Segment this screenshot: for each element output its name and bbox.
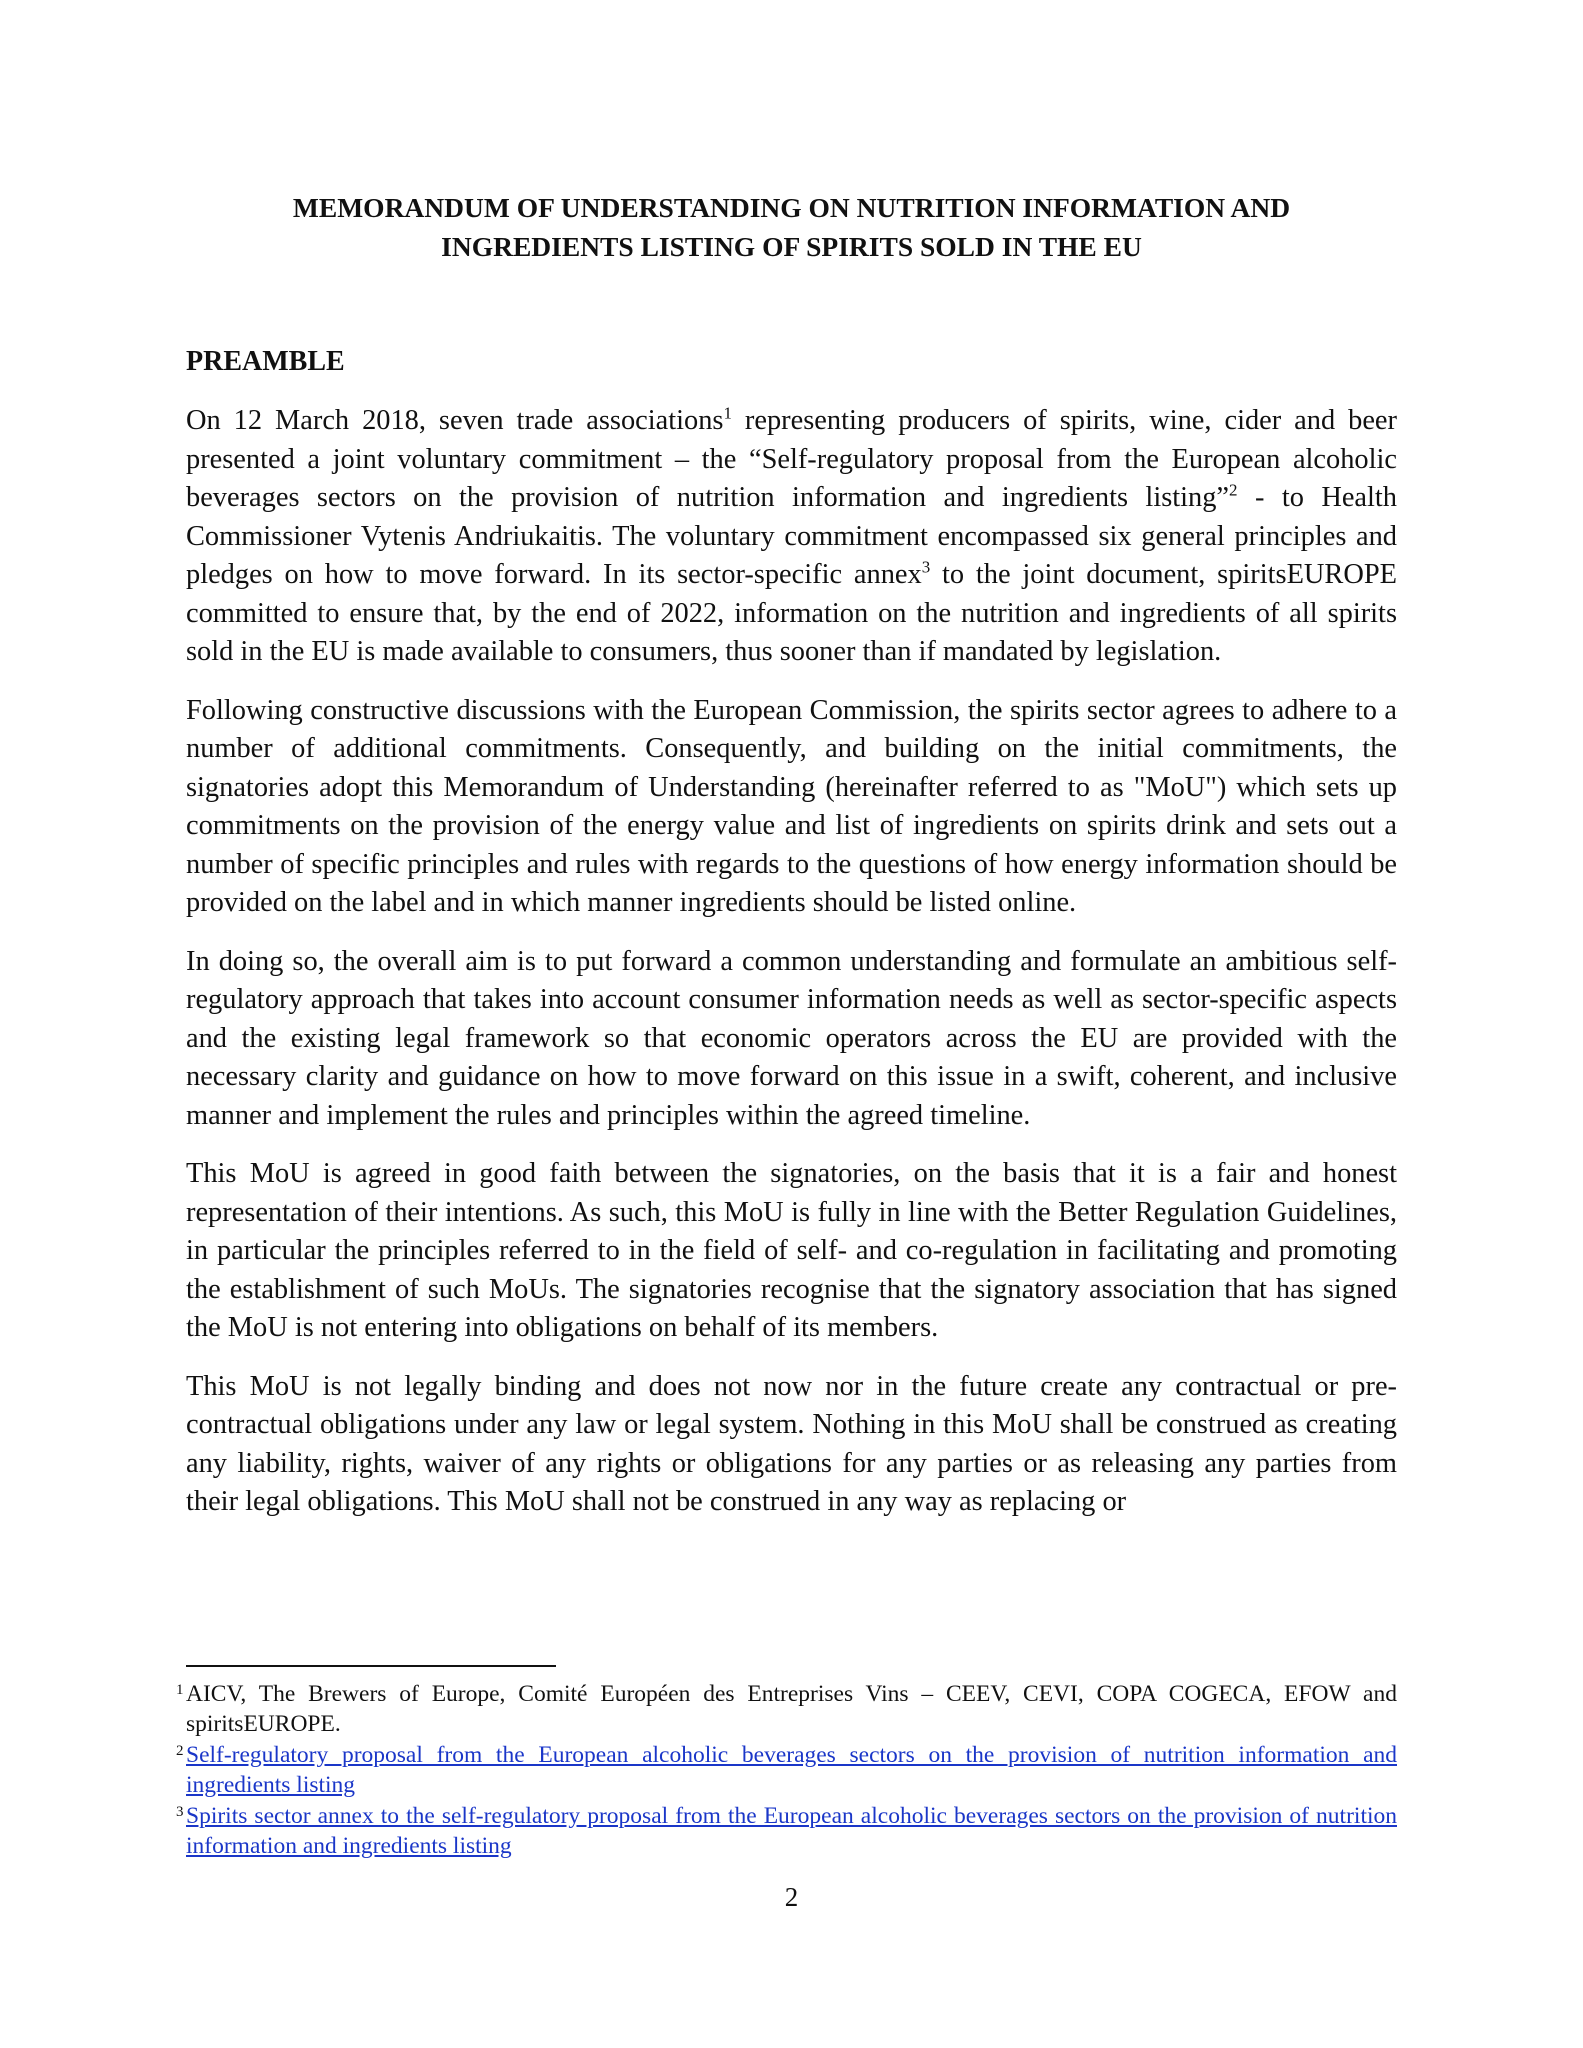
paragraph-1-part-c: - to Health Commissioner Vytenis Andriukaitis. The voluntary commitment encompassed six general principles and pledges on how to move forward. In its sector-specific annex xyxy=(186,482,1397,590)
footnote-mark-2: 2 xyxy=(176,1743,184,1759)
section-heading-preamble: PREAMBLE xyxy=(186,346,345,377)
paragraph-5: This MoU is not legally binding and does not now nor in the future create any contractual or pre-contractual obligations under any law or legal system. Nothing in this MoU shall be construed as creating any liability, rights, waiver of any rights or obligations for any parties or as releasing any parties from their legal obligations. This MoU shall not be construed in any way as replacing or xyxy=(186,1370,1397,1517)
paragraph-1-part-a: On 12 March 2018, seven trade associations xyxy=(186,405,724,436)
paragraph-4: This MoU is agreed in good faith between the signatories, on the basis that it is a fair and honest representation of their intentions. As such, this MoU is fully in line with the Better Regulation Guidelines, in particular the principles referred to in the field of self- and co-regulation in facilitating and promoting the establishment of such MoUs. The signatories recognise that the signatory association that has signed the MoU is not entering into obligations on behalf of its members. xyxy=(186,1158,1397,1343)
footnote-mark-3: 3 xyxy=(176,1804,184,1820)
footnote-2 xyxy=(176,1741,1397,1800)
footnote-ref-3[interactable]: 3 xyxy=(921,557,931,577)
paragraph-3: In doing so, the overall aim is to put forward a common understanding and formulate an ambitious self-regulatory approach that takes into account consumer information needs as well as sector-specific aspects and the existing legal framework so that economic operators across the EU are provided with the necessary clarity and guidance on how to move forward on this issue in a swift, coherent, and inclusive manner and implement the rules and principles within the agreed timeline. xyxy=(186,945,1397,1131)
footnotes xyxy=(176,1680,1397,1863)
footnote-mark-1: 1 xyxy=(176,1682,184,1698)
footnote-separator xyxy=(186,1665,556,1667)
document-title-line-2: INGREDIENTS LISTING OF SPIRITS SOLD IN THE EU xyxy=(441,231,1142,262)
document-title-line-1: MEMORANDUM OF UNDERSTANDING ON NUTRITION INFORMATION AND xyxy=(292,192,1291,223)
footnote-link-2[interactable]: Self-regulatory proposal from the European alcoholic beverages sectors on the provision of nutrition information and ingredients listing xyxy=(186,1742,1397,1798)
footnote-1 xyxy=(176,1680,1397,1739)
footnote-ref-1[interactable]: 1 xyxy=(723,403,732,423)
paragraph-1-part-b: representing producers of spirits, wine, cider and beer presented a joint voluntary commitment – the “Self-regulatory proposal from the European alcoholic beverages sectors on the provision of nutrition information and ingredients listing” xyxy=(186,405,1397,513)
paragraph-2: Following constructive discussions with the European Commission, the spirits sector agrees to adhere to a number of additional commitments. Consequently, and building on the initial commitments, the signatories adopt this Memorandum of Understanding (hereinafter referred to as "MoU") which sets up commitments on the provision of the energy value and list of ingredients on spirits drink and sets out a number of specific principles and rules with regards to the questions of how energy information should be provided on the label and in which manner ingredients should be listed online. xyxy=(186,694,1397,918)
footnote-3 xyxy=(176,1802,1397,1861)
preamble-body xyxy=(186,402,1397,1542)
paragraph-1 xyxy=(186,402,1397,672)
document-title xyxy=(186,188,1397,266)
page-number: 2 xyxy=(784,1882,799,1912)
footnote-link-3[interactable]: Spirits sector annex to the self-regulatory proposal from the European alcoholic beverages sectors on the provision of nutrition information and ingredients listing xyxy=(186,1803,1397,1859)
footnote-ref-2[interactable]: 2 xyxy=(1229,480,1238,500)
paragraph-1-part-d: to the joint document, spiritsEUROPE committed to ensure that, by the end of 2022, information on the nutrition and ingredients of all spirits sold in the EU is made available to consumers, thus sooner than if mandated by legislation. xyxy=(186,559,1397,667)
footnote-text-1: AICV, The Brewers of Europe, Comité Européen des Entreprises Vins – CEEV, CEVI, COPA COGECA, EFOW and spiritsEUROPE. xyxy=(186,1681,1397,1737)
